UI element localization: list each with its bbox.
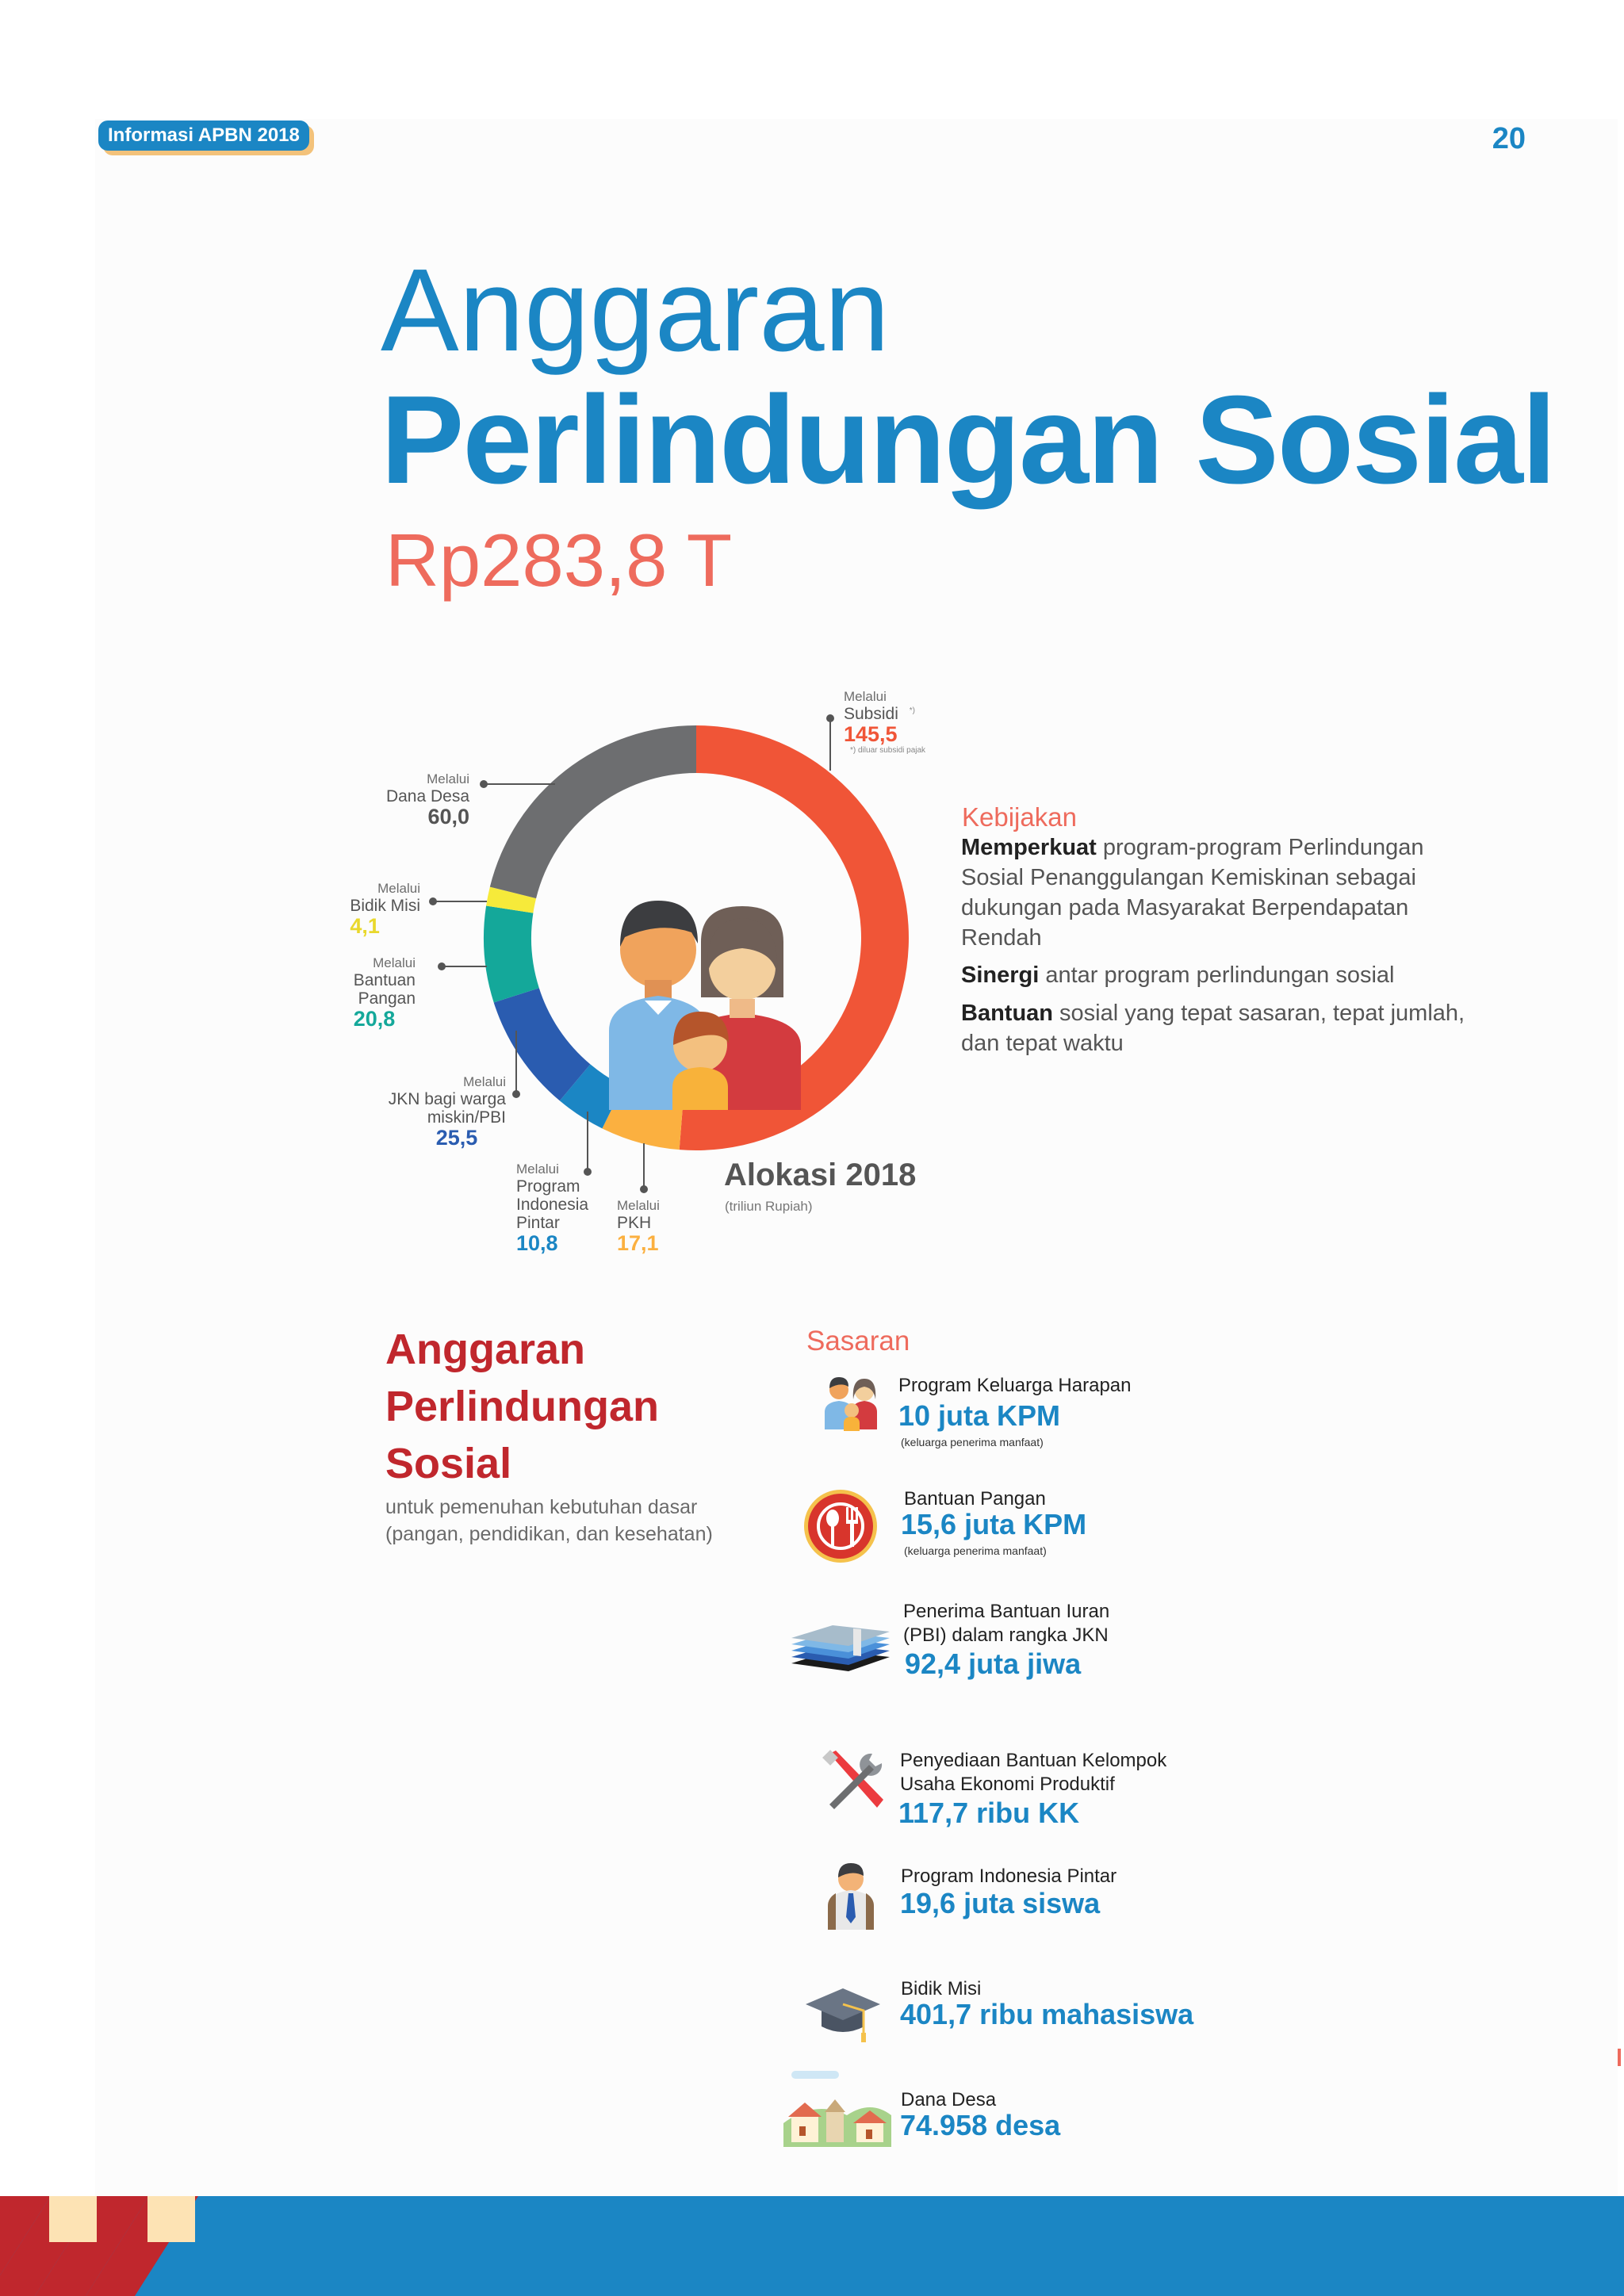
label-subsidi: Melalui Subsidi *) 145,5 *) diluar subsidi pajak [844, 689, 926, 756]
edge-mark [1618, 2049, 1621, 2066]
sasaran-heading: Sasaran [806, 1326, 910, 1357]
sasaran-label: Bantuan Pangan [904, 1488, 1046, 1510]
kebijakan-heading: Kebijakan [962, 802, 1077, 832]
food-plate-icon [802, 1488, 879, 1564]
label-dana-desa: Melalui Dana Desa 60,0 [385, 771, 469, 828]
sasaran-value: 15,6 juta KPM [901, 1508, 1087, 1540]
label-bidik-misi: Melalui Bidik Misi 4,1 [350, 881, 420, 938]
village-icon [783, 2069, 891, 2147]
donut-segment-dana-desa [490, 725, 696, 898]
sasaran-label: Program Indonesia Pintar [901, 1866, 1117, 1887]
chart-unit: (triliun Rupiah) [725, 1199, 813, 1214]
leader-dot-dana-desa [480, 780, 488, 788]
kebijakan-item: Bantuan sosial yang tepat sasaran, tepat jumlah, dan tepat waktu [961, 1001, 1465, 1056]
sasaran-label: Penyediaan Bantuan Kelompok Usaha Ekonomi Produktif [900, 1750, 1167, 1795]
donut-segment-bantuan-pangan [484, 906, 539, 1003]
document-stack-icon [790, 1617, 891, 1682]
sasaran-value: 401,7 ribu mahasiswa [900, 1998, 1194, 2030]
page-title-line2: Perlindungan Sosial [381, 370, 1555, 510]
family-illustration [609, 901, 801, 1110]
graduation-cap-icon [804, 1985, 882, 2042]
page-number: 20 [1492, 122, 1526, 155]
kebijakan-item: Memperkuat program-program Perlindungan Sosial Penanggulangan Kemiskinan sebagai dukungan pada Masyarakat Berpendapatan Rendah [961, 835, 1424, 951]
sasaran-value: 19,6 juta siswa [900, 1887, 1101, 1919]
sasaran-label: Penerima Bantuan Iuran (PBI) dalam rangka JKN [903, 1601, 1110, 1646]
sasaran-label: Program Keluarga Harapan [898, 1375, 1132, 1396]
label-bantuan-pangan: Melalui Bantuan Pangan 20,8 [353, 955, 416, 1031]
tools-icon [822, 1749, 887, 1814]
section-title: Anggaran Perlindungan Sosial [385, 1326, 660, 1487]
sasaran-note: (keluarga penerima manfaat) [901, 1436, 1044, 1448]
leader-dot-pkh [640, 1185, 648, 1193]
section-description: untuk pemenuhan kebutuhan dasar (pangan, pendidikan, dan kesehatan) [385, 1496, 713, 1545]
sasaran-value: 74.958 desa [900, 2109, 1061, 2141]
sasaran-label: Bidik Misi [901, 1978, 982, 1999]
kebijakan-item: Sinergi antar program perlindungan sosial [961, 962, 1395, 988]
leader-dot-subsidi [826, 714, 834, 722]
sasaran-value: 117,7 ribu KK [898, 1797, 1080, 1829]
label-pkh: Melalui PKH 17,1 [617, 1198, 660, 1255]
sasaran-label: Dana Desa [901, 2089, 997, 2110]
chart-title: Alokasi 2018 [724, 1158, 917, 1192]
header-badge: Informasi APBN 2018 [98, 121, 309, 151]
footer-band [0, 2196, 1624, 2296]
leader-dot-bantuan-pangan [438, 962, 446, 970]
label-jkn: Melalui JKN bagi warga miskin/PBI 25,5 [388, 1074, 506, 1150]
sasaran-value: 92,4 juta jiwa [905, 1647, 1082, 1680]
family-icon [822, 1374, 882, 1433]
footer-decoration [0, 2196, 206, 2296]
student-icon [823, 1862, 879, 1930]
leader-dot-bidik-misi [429, 897, 437, 905]
page-title-line1: Anggaran [381, 245, 890, 376]
sasaran-value: 10 juta KPM [898, 1399, 1061, 1432]
sasaran-note: (keluarga penerima manfaat) [904, 1544, 1047, 1557]
label-pip: Melalui Program Indonesia Pintar 10,8 [516, 1161, 589, 1255]
leader-dot-jkn [512, 1090, 520, 1098]
total-amount: Rp283,8 T [385, 519, 733, 602]
